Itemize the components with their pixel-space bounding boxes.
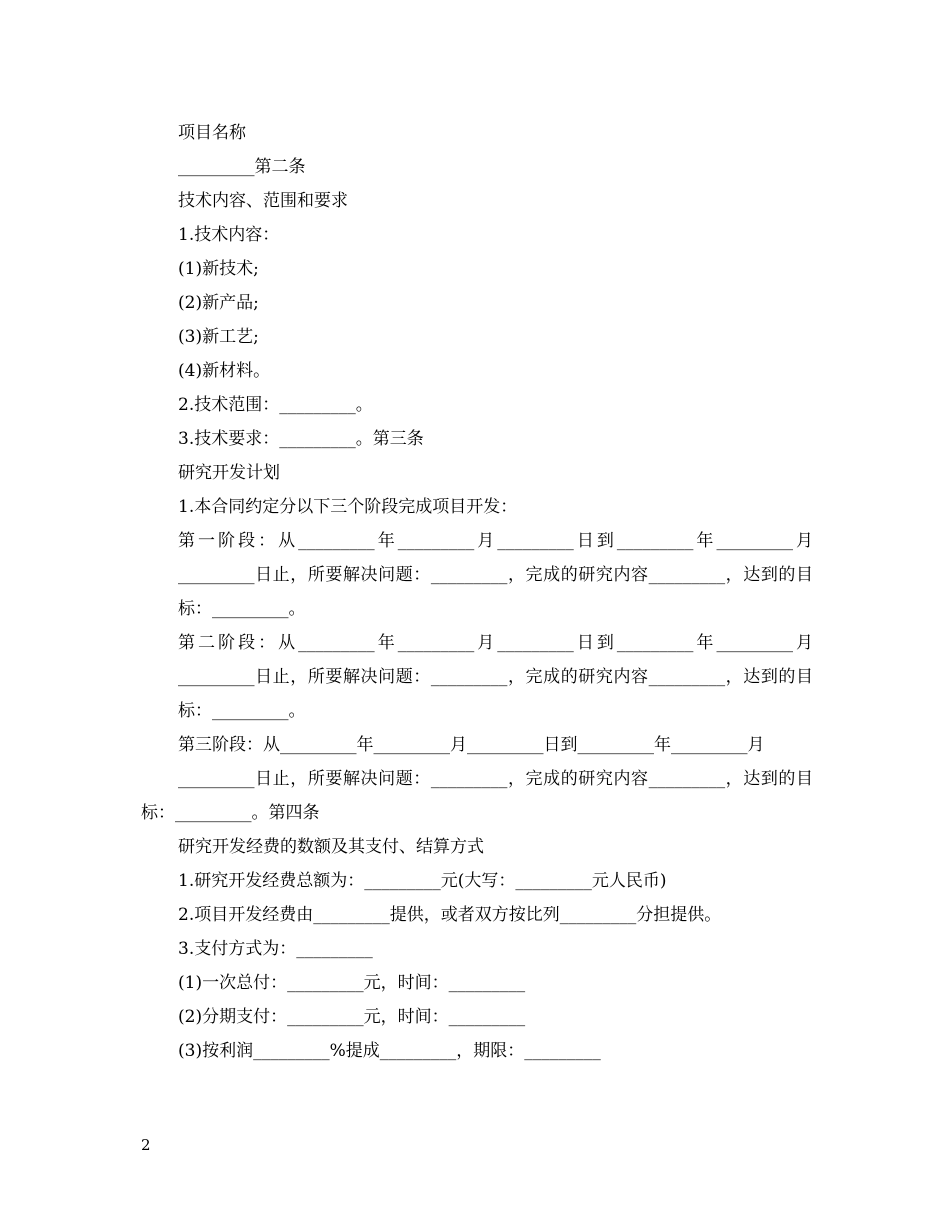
- paragraph-tech-scope: 2.技术范围：_________。: [178, 395, 373, 415]
- paragraph-stage-three-end: _________日止，所要解决问题：_________，完成的研究内容_________，达到的目标：_________。第四条: [141, 769, 813, 823]
- paragraph-new-technology: (1)新技术;: [178, 259, 259, 279]
- paragraph-article-2-heading: _________第二条: [178, 157, 306, 177]
- paragraph-total-funding: 1.研究开发经费总额为：_________元(大写：_________元人民币): [178, 871, 667, 891]
- paragraph-payment-method: 3.支付方式为：_________: [178, 939, 373, 959]
- paragraph-stage-three-start: 第三阶段：从_________年_________月_________日到_________年_________月: [178, 735, 765, 755]
- paragraph-installments: (2)分期支付：_________元，时间：_________: [178, 1007, 526, 1027]
- paragraph-three-stages: 1.本合同约定分以下三个阶段完成项目开发：: [178, 497, 518, 517]
- paragraph-stage-one: 第一阶段：从_________年_________月_________日到_________年_________月_________日止，所要解决问题：_________，完成的研究内容_________，达到的目标：_________。: [178, 531, 813, 619]
- paragraph-stage-two: 第二阶段：从_________年_________月_________日到_________年_________月_________日止，所要解决问题：_________，完成的研究内容_________，达到的目标：_________。: [178, 633, 813, 721]
- paragraph-tech-requirements: 3.技术要求：_________。第三条: [178, 429, 424, 449]
- paragraph-tech-content: 1.技术内容：: [178, 225, 280, 245]
- paragraph-funding-source: 2.项目开发经费由_________提供，或者双方按比列_________分担提供。: [178, 905, 722, 925]
- paragraph-new-process: (3)新工艺;: [178, 327, 259, 347]
- paragraph-new-material: (4)新材料。: [178, 361, 271, 381]
- paragraph-rd-plan: 研究开发计划: [178, 463, 280, 483]
- document-body: [141, 116, 813, 1068]
- paragraph-funding-heading: 研究开发经费的数额及其支付、结算方式: [178, 837, 484, 857]
- paragraph-new-product: (2)新产品;: [178, 293, 259, 313]
- paragraph-profit-share: (3)按利润_________%提成_________，期限：_________: [178, 1041, 601, 1061]
- paragraph-project-name: 项目名称: [178, 123, 246, 143]
- paragraph-lump-sum: (1)一次总付：_________元，时间：_________: [178, 973, 526, 993]
- paragraph-tech-content-scope: 技术内容、范围和要求: [178, 191, 348, 211]
- page-number: 2: [141, 1136, 151, 1154]
